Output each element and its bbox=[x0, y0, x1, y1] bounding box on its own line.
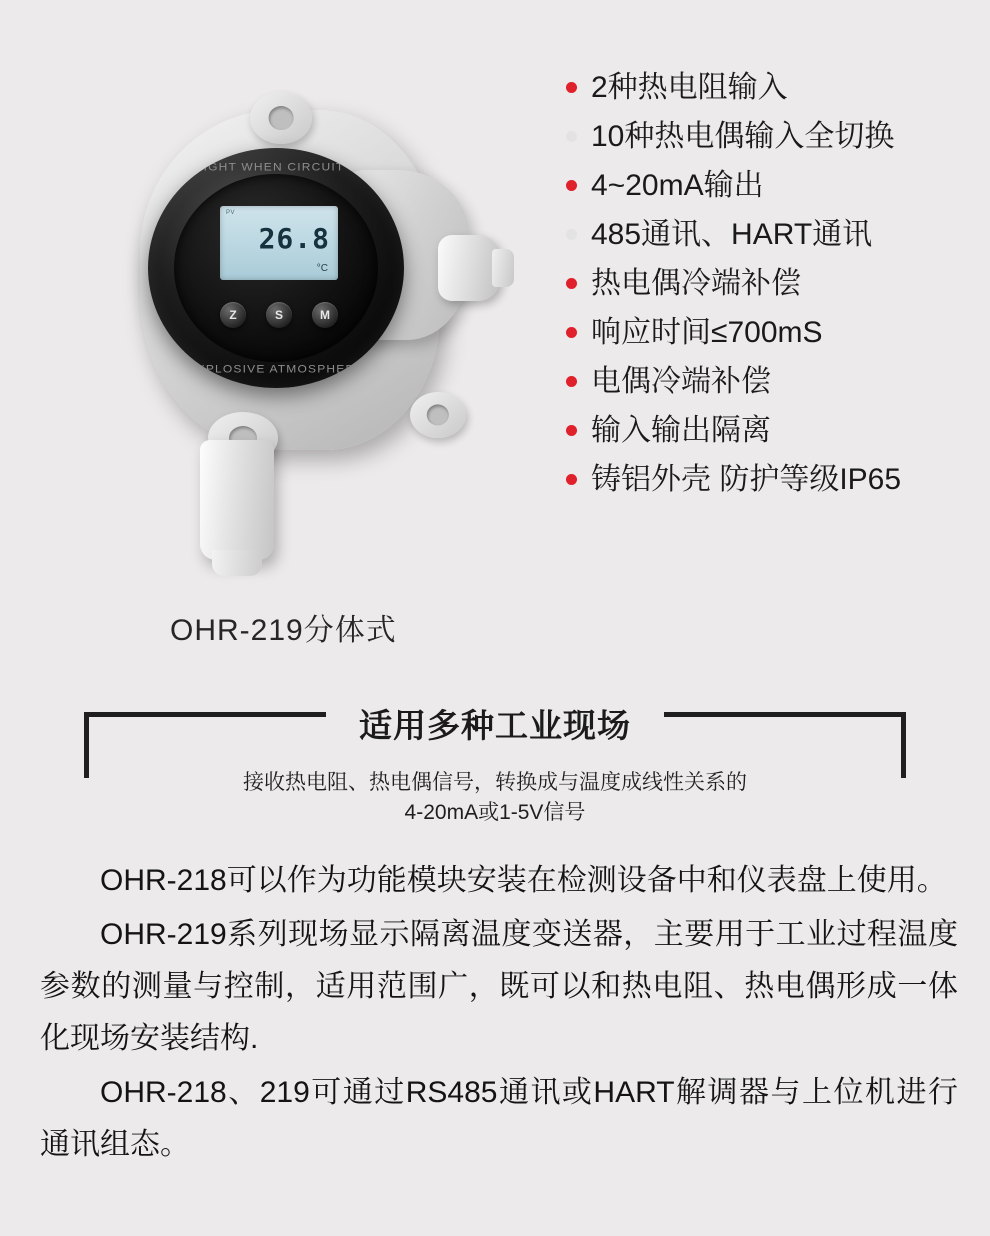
key-s[interactable]: S bbox=[266, 302, 292, 328]
feature-label: 4~20mA输出 bbox=[591, 169, 764, 202]
bullet-icon bbox=[566, 229, 577, 240]
feature-list bbox=[566, 70, 986, 511]
bullet-icon bbox=[566, 474, 577, 485]
feature-item bbox=[566, 266, 986, 302]
lcd-value: 26.8 bbox=[258, 222, 330, 255]
mount-lug-right bbox=[410, 392, 466, 438]
mount-lug-top bbox=[250, 92, 312, 144]
feature-label: 10种热电偶输入全切换 bbox=[591, 120, 895, 153]
feature-item bbox=[566, 462, 986, 498]
banner-subtitle bbox=[0, 768, 990, 828]
feature-item bbox=[566, 315, 986, 351]
feature-label: 热电偶冷端补偿 bbox=[591, 267, 801, 300]
feature-label: 485通讯、HART通讯 bbox=[591, 218, 873, 251]
banner-subtitle-line-1: 接收热电阻、热电偶信号，转换成与温度成线性关系的 bbox=[243, 771, 747, 794]
keypad bbox=[220, 302, 338, 328]
body-copy bbox=[40, 855, 958, 1173]
product-model-caption: OHR-219分体式 bbox=[170, 614, 397, 647]
feature-item bbox=[566, 70, 986, 106]
feature-item bbox=[566, 413, 986, 449]
feature-label: 铸铝外壳 防护等级IP65 bbox=[591, 463, 902, 496]
bullet-icon bbox=[566, 180, 577, 191]
bullet-icon bbox=[566, 327, 577, 338]
feature-item bbox=[566, 119, 986, 155]
lcd-small-label-1: PV bbox=[226, 210, 236, 216]
banner-title: 适用多种工业现场 bbox=[359, 707, 631, 744]
cable-gland-right bbox=[438, 235, 500, 301]
bezel-inner-ring bbox=[174, 174, 378, 362]
bullet-icon bbox=[566, 131, 577, 142]
bezel-warning-text-bottom: EXPLOSIVE ATMOSPHERE bbox=[187, 362, 365, 376]
feature-label: 2种热电阻输入 bbox=[591, 71, 788, 104]
bezel-warning-text-top: KEEP TIGHT WHEN CIRCUIT IS LIVE bbox=[154, 160, 398, 174]
feature-label: 输入输出隔离 bbox=[591, 414, 771, 447]
feature-item bbox=[566, 168, 986, 204]
key-m[interactable]: M bbox=[312, 302, 338, 328]
paragraph-3: OHR-218、219可通过RS485通讯或HART解调器与上位机进行通讯组态。 bbox=[40, 1076, 958, 1161]
feature-label: 响应时间≤700mS bbox=[591, 316, 823, 349]
bullet-icon bbox=[566, 82, 577, 93]
feature-label: 电偶冷端补偿 bbox=[591, 365, 771, 398]
lcd-unit: °C bbox=[316, 263, 328, 274]
paragraph-1: OHR-218可以作为功能模块安装在检测设备中和仪表盘上使用。 bbox=[100, 864, 947, 897]
lcd-display bbox=[220, 206, 338, 280]
paragraph-2: OHR-219系列现场显示隔离温度变送器，主要用于工业过程温度参数的测量与控制，适用范围广，既可以和热电阻、热电偶形成一体化现场安装结构. bbox=[40, 918, 958, 1055]
bullet-icon bbox=[566, 376, 577, 387]
key-z[interactable]: Z bbox=[220, 302, 246, 328]
feature-item bbox=[566, 217, 986, 253]
bullet-icon bbox=[566, 278, 577, 289]
cable-gland-bottom bbox=[200, 440, 274, 560]
product-photo bbox=[40, 40, 530, 580]
feature-item bbox=[566, 364, 986, 400]
banner-subtitle-line-2: 4-20mA或1-5V信号 bbox=[404, 801, 586, 824]
bullet-icon bbox=[566, 425, 577, 436]
display-bezel bbox=[148, 148, 404, 388]
